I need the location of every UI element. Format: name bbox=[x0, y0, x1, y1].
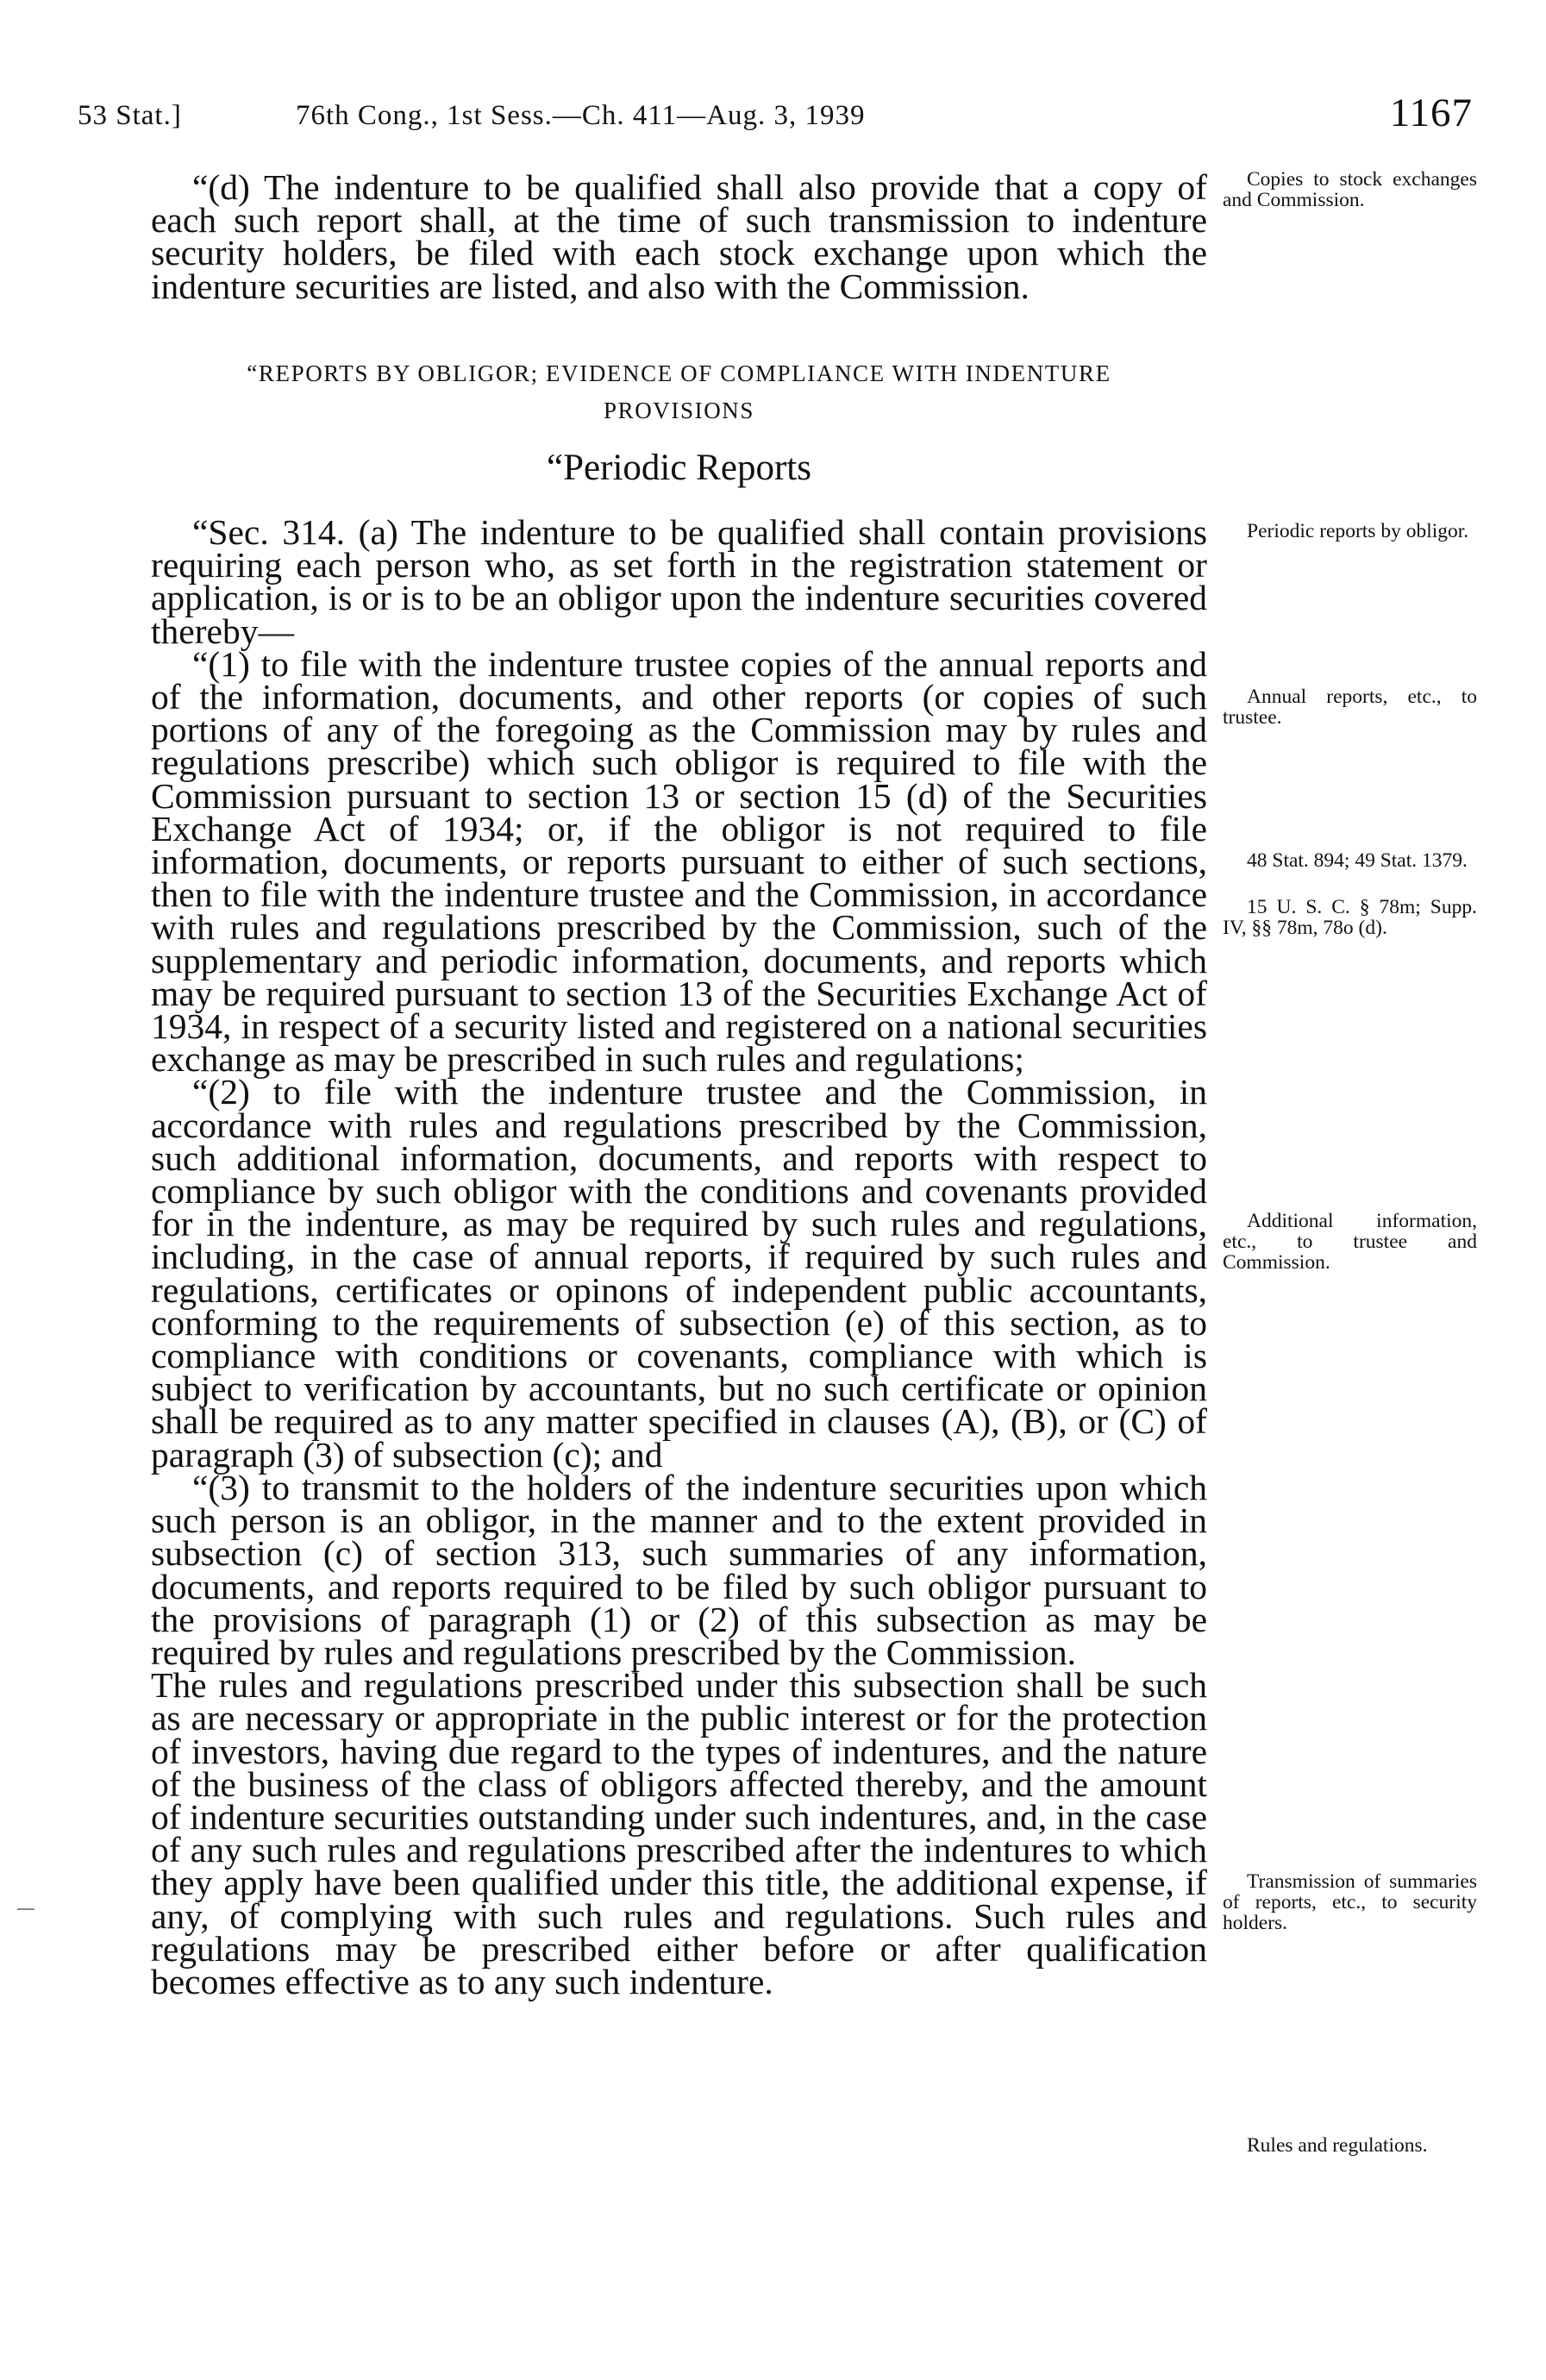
periodic-reports-heading: “Periodic Reports bbox=[547, 448, 811, 488]
scan-margin-mark bbox=[17, 1908, 34, 1910]
margin-note-usc-ref: 15 U. S. C. § 78m; Supp. IV, §§ 78m, 78o (d). bbox=[1223, 896, 1477, 939]
clause-1: “(1) to file with the indenture trustee copies of the annual reports and of the information, documents, and other reports (or copies of such portions of any of the foregoing as the Commission may by rules and regulations prescribe) which such obligor is required to file with the Commission pursuant to section 13 or section 15 (d) of the Securities Exchange Act of 1934; or, if the obligor is not required to file information, documents, or reports pursuant to either of such sections, then to file with the indenture trustee and the Commission, in accordance with rules and regulations prescribed by the Commission, such of the supplementary and periodic information, documents, and reports which may be required pursuant to section 13 of the Securities Exchange Act of 1934, in respect of a security listed and registered on a national securities exchange as may be prescribed in such rules and regulations; bbox=[151, 643, 1207, 1080]
section-heading bbox=[151, 355, 1207, 429]
running-head bbox=[78, 90, 1473, 141]
section-314-intro: “Sec. 314. (a) The indenture to be qualified shall contain provisions requiring each person who, as set forth in the registration statement or application, is or is to be an obligor upon the indenture securities covered thereby— bbox=[151, 512, 1207, 651]
margin-note-additional: Additional information, etc., to trustee and Commission. bbox=[1223, 1210, 1477, 1274]
section-heading-line-1: “REPORTS BY OBLIGOR; EVIDENCE OF COMPLIANCE WITH INDENTURE bbox=[247, 360, 1111, 386]
margin-note-transmission: Transmission of summaries of reports, etc., to security holders. bbox=[1223, 1870, 1477, 1934]
statute-reference: 53 Stat.] bbox=[78, 100, 182, 131]
congress-session-line: 76th Cong., 1st Sess.—Ch. 411—Aug. 3, 1939 bbox=[296, 100, 866, 131]
margin-note-periodic: Periodic reports by obligor. bbox=[1247, 520, 1469, 542]
margin-note-stat-ref: 48 Stat. 894; 49 Stat. 1379. bbox=[1247, 849, 1468, 872]
margin-note-copies: Copies to stock exchanges and Commission. bbox=[1223, 168, 1477, 211]
paragraph-d-text: “(d) The indenture to be qualified shall also provide that a copy of each such report shall, at the time of such transmission to indenture security holders, be filed with each stock exchange upon which the indenture securities are listed, and also with the Commission. bbox=[151, 167, 1207, 306]
margin-note-rules: Rules and regulations. bbox=[1247, 2134, 1428, 2157]
section-heading-line-2: PROVISIONS bbox=[603, 398, 755, 423]
section-314-body bbox=[151, 512, 1207, 2001]
margin-note-annual: Annual reports, etc., to trustee. bbox=[1223, 686, 1477, 729]
clause-3: “(3) to transmit to the holders of the indenture securities upon which such person is an obligor, in the manner and to the extent provided in subsection (c) of section 313, such summaries of any information, documents, and reports required to be filed by such obligor pursuant to the provisions of paragraph (1) or (2) of this subsection as may be required by rules and regulations prescribed by the Commission. bbox=[151, 1467, 1207, 1672]
page-number: 1167 bbox=[1389, 91, 1473, 135]
closing-paragraph: The rules and regulations prescribed under this subsection shall be such as are necessary or appropriate in the public interest or for the protection of investors, having due regard to the types of indentures, and the nature of the business of the class of obligors affected thereby, and the amount of indenture securities outstanding under such indentures, and, in the case of any such rules and regulations prescribed after the indentures to which they apply have been qualified under this title, the additional expense, if any, of complying with such rules and regulations. Such rules and regulations may be prescribed either before or after qualification becomes effective as to any such indenture. bbox=[151, 1665, 1207, 2001]
paragraph-d bbox=[151, 167, 1207, 306]
clause-2: “(2) to file with the indenture trustee and the Commission, in accordance with rules and regulations prescribed by the Commission, such additional information, documents, and reports with respect to compliance by such obligor with the conditions and covenants provided for in the indenture, as may be required by such rules and regulations, including, in the case of annual reports, if required by such rules and regulations, certificates or opinons of independent public accountants, conforming to the requirements of subsection (e) of this section, as to compliance with conditions or covenants, compliance with which is subject to verification by accountants, but no such certificate or opinion shall be required as to any matter specified in clauses (A), (B), or (C) of paragraph (3) of subsection (c); and bbox=[151, 1072, 1207, 1475]
